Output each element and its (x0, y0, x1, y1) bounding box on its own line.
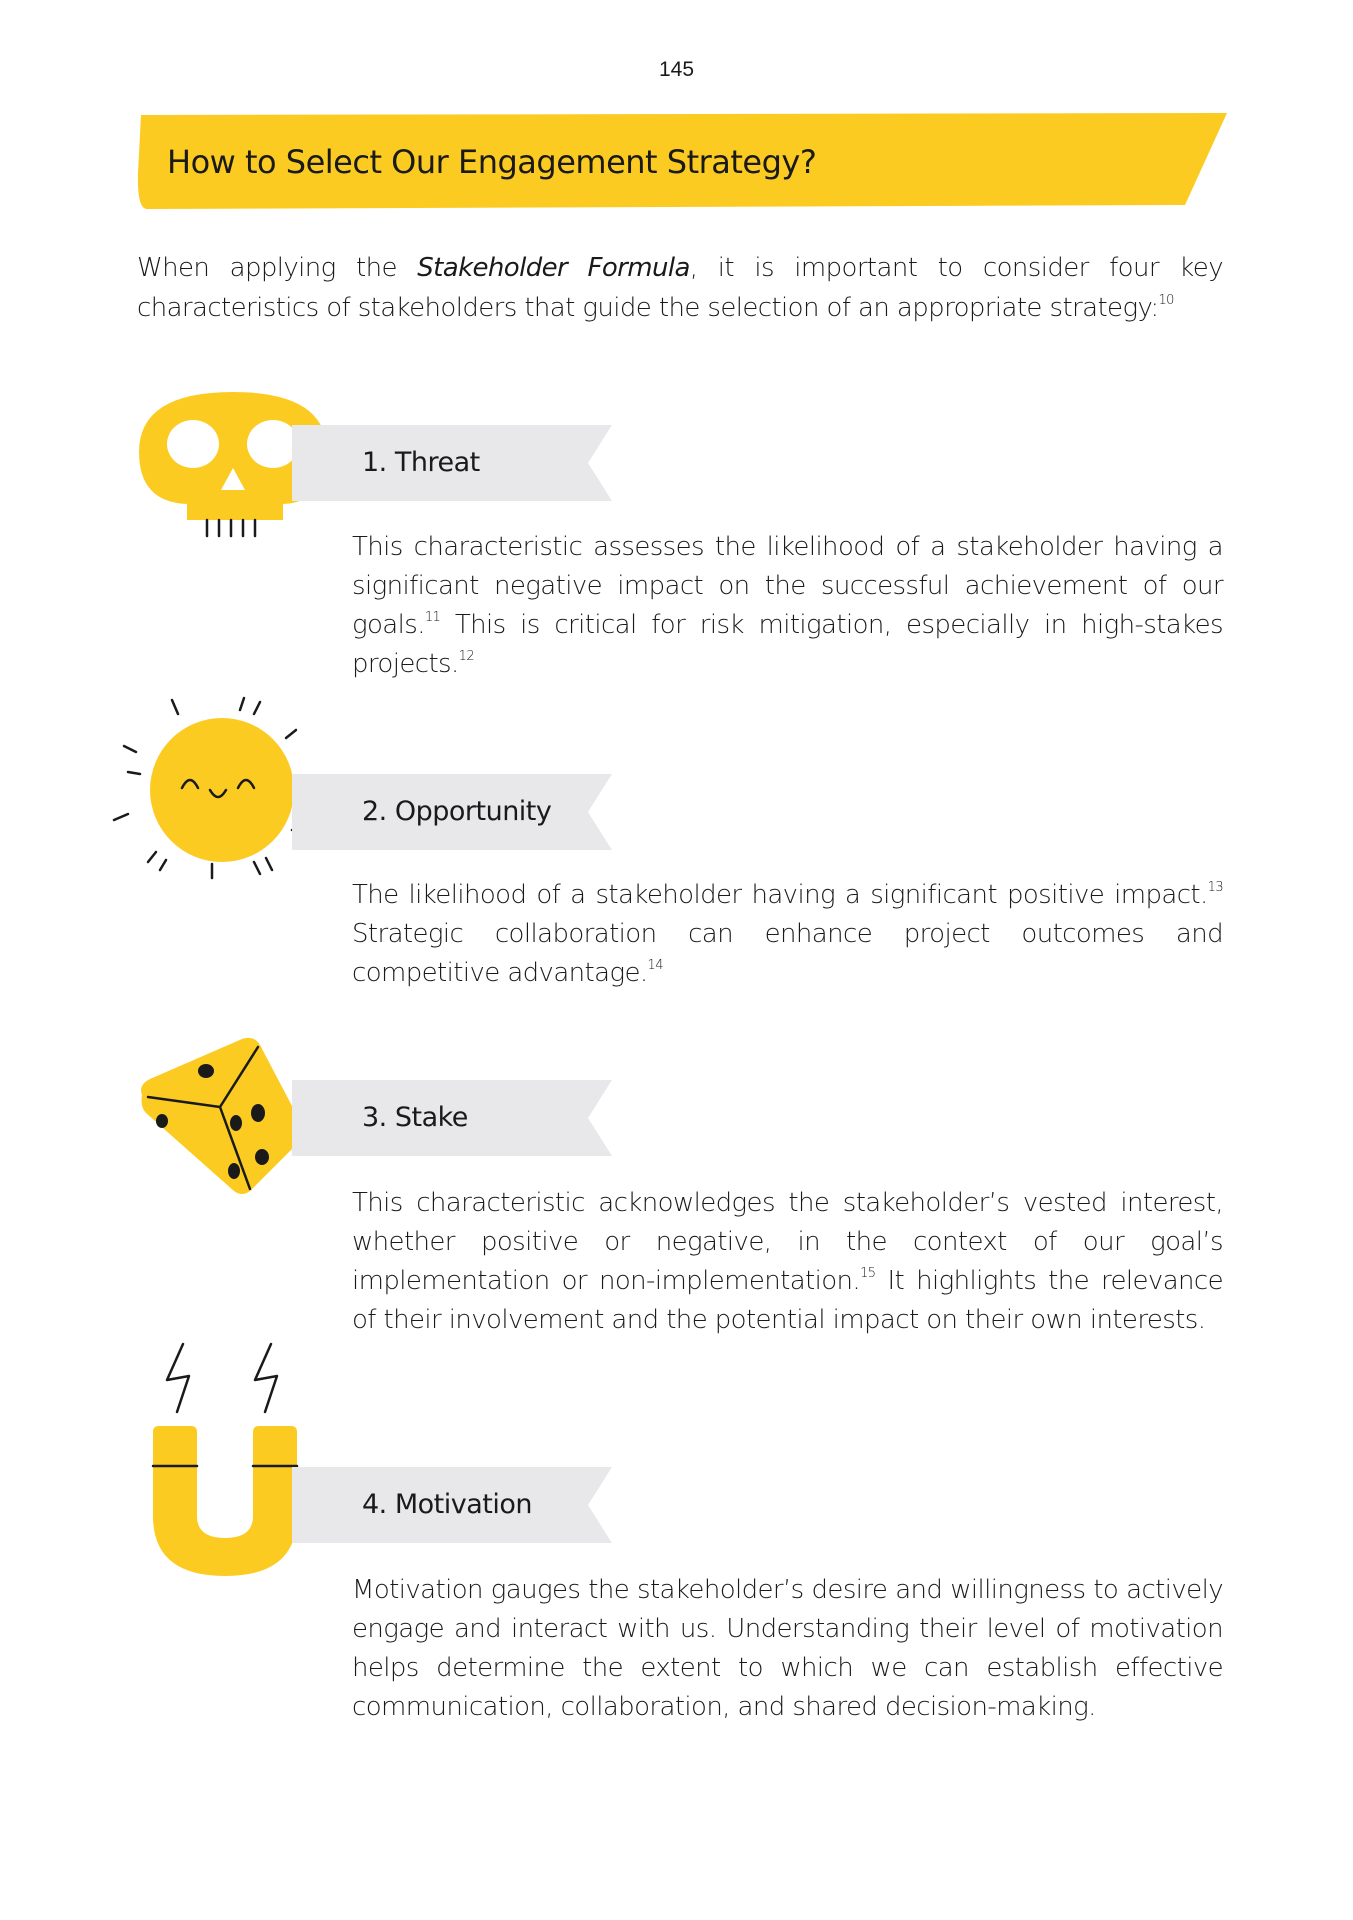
section-title: 2. Opportunity (362, 796, 552, 827)
section-title: 1. Threat (362, 447, 480, 478)
intro-text-end: , it is important to consider four key characteristics of stakeholders that guide the selection of an appropriate strategy: (137, 253, 1223, 323)
section-body-threat (352, 528, 1223, 684)
dice-icon (138, 1035, 308, 1199)
section-text: This characteristic assesses the likelihood of a stakeholder having a significant negative impact on the successful achievement of our goals. (352, 532, 1223, 640)
footnote-ref: 10 (1158, 293, 1174, 308)
section-text: Strategic collaboration can enhance project outcomes and competitive advantage. (352, 919, 1223, 988)
section-heading-stake (292, 1080, 622, 1156)
footnote-ref: 11 (424, 610, 441, 625)
footnote-ref: 12 (458, 649, 474, 664)
intro-paragraph (137, 248, 1223, 328)
section-text: This is critical for risk mitigation, especially in high-stakes projects. (352, 610, 1223, 679)
section-title: 3. Stake (362, 1102, 468, 1133)
footnote-ref: 14 (647, 958, 663, 973)
section-heading-threat (292, 425, 622, 501)
section-text: It highlights the relevance of their involvement and the potential impact on their own interests. (352, 1266, 1224, 1335)
magnet-icon (145, 1340, 305, 1584)
footnote-ref: 13 (1207, 880, 1223, 895)
section-text: Motivation gauges the stakeholder’s desire and willingness to actively engage and interact with us. Understanding their level of motivation helps determine the extent to which we can establish effective communication, collaboration, and shared decision-making. (352, 1575, 1223, 1722)
intro-text-start: When applying the (137, 253, 418, 283)
section-body-opportunity (352, 876, 1223, 993)
section-body-stake (352, 1184, 1223, 1340)
page-number: 145 (658, 58, 695, 81)
section-body-motivation (352, 1571, 1223, 1727)
section-title: 4. Motivation (362, 1489, 532, 1520)
footnote-ref: 15 (860, 1266, 876, 1281)
intro-italic-term: Stakeholder Formula (417, 253, 690, 283)
section-text: This characteristic acknowledges the stakeholder’s vested interest, whether positive or negative, in the context of our goal’s implementation or non-implementation. (352, 1188, 1223, 1296)
page-title: How to Select Our Engagement Strategy? (167, 143, 817, 181)
section-heading-motivation (292, 1467, 622, 1543)
title-banner (137, 113, 1231, 209)
section-text: The likelihood of a stakeholder having a significant positive impact. (352, 880, 1208, 910)
section-heading-opportunity (292, 774, 622, 850)
